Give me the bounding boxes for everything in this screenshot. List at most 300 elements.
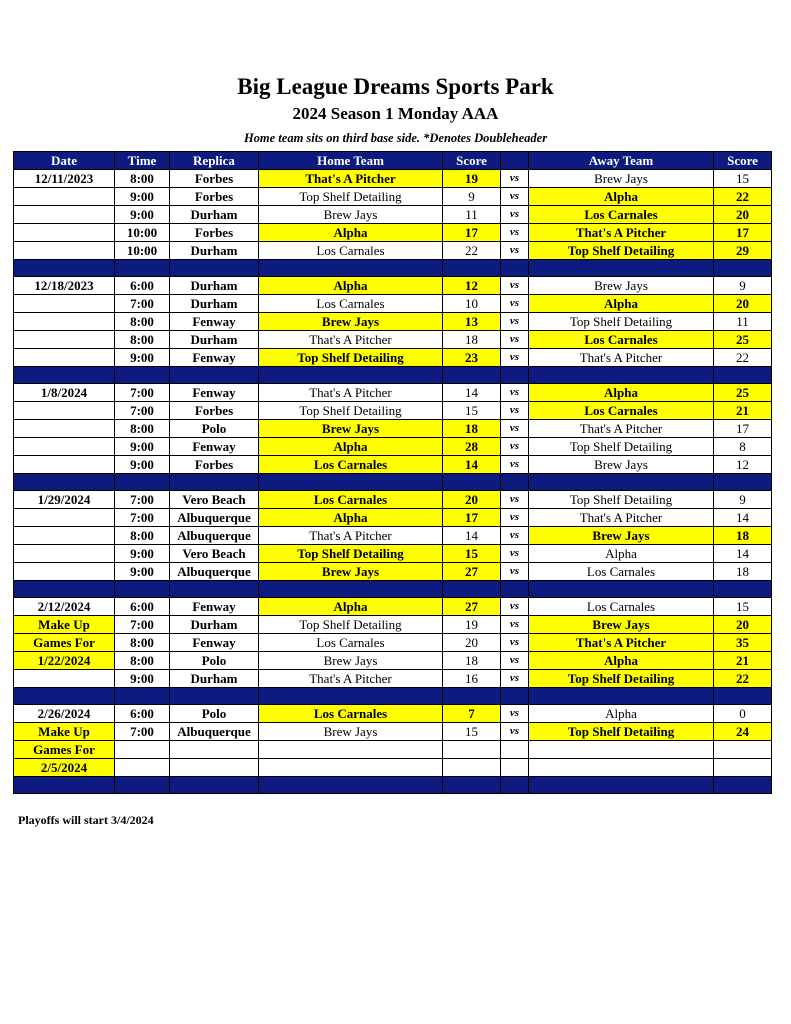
- game-row: [14, 331, 772, 349]
- block-separator: [14, 688, 772, 705]
- time-cell: [115, 741, 170, 759]
- away-team-cell: Brew Jays: [529, 277, 714, 295]
- home-team-cell: That's A Pitcher: [259, 331, 443, 349]
- replica-cell: [170, 741, 259, 759]
- home-score-cell: 20: [443, 634, 501, 652]
- vs-cell: vs: [501, 313, 529, 331]
- time-cell: 6:00: [115, 705, 170, 723]
- home-score-cell: 10: [443, 295, 501, 313]
- separator-cell: [443, 367, 501, 384]
- away-score-cell: 20: [714, 206, 772, 224]
- replica-cell: Durham: [170, 206, 259, 224]
- time-cell: 9:00: [115, 349, 170, 367]
- game-row: [14, 313, 772, 331]
- vs-cell: vs: [501, 188, 529, 206]
- separator-cell: [115, 777, 170, 794]
- home-team-cell: Brew Jays: [259, 420, 443, 438]
- date-cell: 1/22/2024: [14, 652, 115, 670]
- game-row: [14, 242, 772, 260]
- date-cell: [14, 438, 115, 456]
- time-cell: 7:00: [115, 384, 170, 402]
- time-cell: 6:00: [115, 598, 170, 616]
- vs-cell: vs: [501, 723, 529, 741]
- separator-cell: [529, 474, 714, 491]
- away-score-cell: 8: [714, 438, 772, 456]
- away-score-cell: [714, 741, 772, 759]
- time-cell: 7:00: [115, 509, 170, 527]
- home-team-cell: That's A Pitcher: [259, 670, 443, 688]
- away-team-cell: Los Carnales: [529, 402, 714, 420]
- game-row: [14, 206, 772, 224]
- home-score-cell: 13: [443, 313, 501, 331]
- replica-cell: Polo: [170, 420, 259, 438]
- replica-cell: Fenway: [170, 384, 259, 402]
- away-score-cell: 15: [714, 598, 772, 616]
- replica-cell: Vero Beach: [170, 491, 259, 509]
- away-team-cell: Top Shelf Detailing: [529, 723, 714, 741]
- away-score-cell: 0: [714, 705, 772, 723]
- separator-cell: [115, 474, 170, 491]
- schedule-note: Home team sits on third base side. *Denotes Doubleheader: [243, 131, 548, 145]
- game-row: [14, 670, 772, 688]
- home-score-cell: 17: [443, 509, 501, 527]
- game-row: [14, 527, 772, 545]
- playoffs-note: Playoffs will start 3/4/2024: [18, 813, 154, 827]
- col-header-date: Date: [14, 152, 115, 170]
- time-cell: [115, 759, 170, 777]
- time-cell: 7:00: [115, 723, 170, 741]
- home-score-cell: 28: [443, 438, 501, 456]
- home-team-cell: Los Carnales: [259, 456, 443, 474]
- separator-cell: [714, 474, 772, 491]
- away-team-cell: Brew Jays: [529, 170, 714, 188]
- time-cell: 8:00: [115, 313, 170, 331]
- time-cell: 7:00: [115, 616, 170, 634]
- home-score-cell: 14: [443, 384, 501, 402]
- separator-cell: [115, 581, 170, 598]
- home-score-cell: [443, 759, 501, 777]
- home-score-cell: 23: [443, 349, 501, 367]
- away-score-cell: 25: [714, 331, 772, 349]
- home-score-cell: 22: [443, 242, 501, 260]
- game-row: [14, 438, 772, 456]
- away-team-cell: That's A Pitcher: [529, 509, 714, 527]
- away-score-cell: 21: [714, 402, 772, 420]
- separator-cell: [259, 777, 443, 794]
- vs-cell: vs: [501, 652, 529, 670]
- separator-cell: [714, 688, 772, 705]
- home-score-cell: 27: [443, 563, 501, 581]
- time-cell: 9:00: [115, 438, 170, 456]
- away-team-cell: That's A Pitcher: [529, 634, 714, 652]
- header-row: [14, 152, 772, 170]
- home-team-cell: Top Shelf Detailing: [259, 402, 443, 420]
- separator-cell: [14, 777, 115, 794]
- date-cell: [14, 509, 115, 527]
- date-cell: 1/8/2024: [14, 384, 115, 402]
- date-cell: 2/5/2024: [14, 759, 115, 777]
- away-score-cell: 18: [714, 563, 772, 581]
- separator-cell: [259, 581, 443, 598]
- date-cell: 2/26/2024: [14, 705, 115, 723]
- vs-cell: vs: [501, 670, 529, 688]
- home-team-cell: Alpha: [259, 224, 443, 242]
- away-team-cell: Brew Jays: [529, 616, 714, 634]
- vs-cell: [501, 741, 529, 759]
- home-team-cell: Alpha: [259, 598, 443, 616]
- date-cell: 12/18/2023: [14, 277, 115, 295]
- time-cell: 9:00: [115, 563, 170, 581]
- vs-cell: vs: [501, 402, 529, 420]
- game-row: [14, 170, 772, 188]
- replica-cell: [170, 759, 259, 777]
- schedule-table: [13, 151, 772, 794]
- date-cell: 12/11/2023: [14, 170, 115, 188]
- home-team-cell: Alpha: [259, 509, 443, 527]
- away-team-cell: That's A Pitcher: [529, 420, 714, 438]
- away-score-cell: 14: [714, 509, 772, 527]
- date-cell: Make Up: [14, 723, 115, 741]
- schedule-body: [14, 170, 772, 794]
- home-team-cell: [259, 759, 443, 777]
- date-cell: [14, 402, 115, 420]
- home-team-cell: Alpha: [259, 438, 443, 456]
- home-score-cell: [443, 741, 501, 759]
- replica-cell: Albuquerque: [170, 509, 259, 527]
- block-separator: [14, 581, 772, 598]
- col-header-time: Time: [115, 152, 170, 170]
- replica-cell: Forbes: [170, 224, 259, 242]
- away-score-cell: [714, 759, 772, 777]
- separator-cell: [115, 260, 170, 277]
- away-score-cell: 17: [714, 420, 772, 438]
- away-score-cell: 15: [714, 170, 772, 188]
- game-row: [14, 420, 772, 438]
- date-cell: [14, 206, 115, 224]
- vs-cell: vs: [501, 170, 529, 188]
- replica-cell: Vero Beach: [170, 545, 259, 563]
- home-score-cell: 15: [443, 402, 501, 420]
- separator-cell: [443, 688, 501, 705]
- home-score-cell: 9: [443, 188, 501, 206]
- time-cell: 7:00: [115, 295, 170, 313]
- away-score-cell: 9: [714, 277, 772, 295]
- date-cell: 2/12/2024: [14, 598, 115, 616]
- time-cell: 9:00: [115, 545, 170, 563]
- separator-cell: [443, 777, 501, 794]
- block-separator: [14, 260, 772, 277]
- season-subtitle: 2024 Season 1 Monday AAA: [292, 104, 499, 123]
- vs-cell: vs: [501, 224, 529, 242]
- home-team-cell: Alpha: [259, 277, 443, 295]
- home-score-cell: 18: [443, 331, 501, 349]
- away-team-cell: Brew Jays: [529, 527, 714, 545]
- col-header-home-score: Score: [443, 152, 501, 170]
- home-score-cell: 17: [443, 224, 501, 242]
- game-row: [14, 723, 772, 741]
- date-cell: [14, 527, 115, 545]
- away-score-cell: 17: [714, 224, 772, 242]
- date-cell: Games For: [14, 741, 115, 759]
- away-score-cell: 20: [714, 295, 772, 313]
- separator-cell: [529, 367, 714, 384]
- replica-cell: Albuquerque: [170, 723, 259, 741]
- replica-cell: Durham: [170, 616, 259, 634]
- away-score-cell: 11: [714, 313, 772, 331]
- away-team-cell: Los Carnales: [529, 206, 714, 224]
- vs-cell: vs: [501, 616, 529, 634]
- separator-cell: [501, 581, 529, 598]
- col-header-away-team: Away Team: [529, 152, 714, 170]
- time-cell: 9:00: [115, 188, 170, 206]
- home-score-cell: 12: [443, 277, 501, 295]
- game-row: [14, 652, 772, 670]
- away-team-cell: Top Shelf Detailing: [529, 313, 714, 331]
- home-team-cell: That's A Pitcher: [259, 384, 443, 402]
- home-score-cell: 15: [443, 723, 501, 741]
- replica-cell: Fenway: [170, 634, 259, 652]
- vs-cell: vs: [501, 206, 529, 224]
- replica-cell: Fenway: [170, 349, 259, 367]
- home-score-cell: 20: [443, 491, 501, 509]
- home-team-cell: Top Shelf Detailing: [259, 349, 443, 367]
- away-team-cell: Alpha: [529, 705, 714, 723]
- replica-cell: Fenway: [170, 313, 259, 331]
- date-cell: [14, 563, 115, 581]
- date-cell: [14, 331, 115, 349]
- separator-cell: [714, 367, 772, 384]
- separator-cell: [170, 688, 259, 705]
- date-cell: [14, 349, 115, 367]
- away-team-cell: Alpha: [529, 652, 714, 670]
- col-header-home-team: Home Team: [259, 152, 443, 170]
- separator-cell: [529, 260, 714, 277]
- away-score-cell: 35: [714, 634, 772, 652]
- away-team-cell: Brew Jays: [529, 456, 714, 474]
- vs-cell: vs: [501, 456, 529, 474]
- home-team-cell: Los Carnales: [259, 295, 443, 313]
- home-score-cell: 18: [443, 420, 501, 438]
- separator-cell: [443, 260, 501, 277]
- date-cell: [14, 188, 115, 206]
- separator-cell: [14, 367, 115, 384]
- game-row: [14, 491, 772, 509]
- vs-cell: vs: [501, 349, 529, 367]
- away-team-cell: Top Shelf Detailing: [529, 438, 714, 456]
- vs-cell: vs: [501, 295, 529, 313]
- vs-cell: vs: [501, 331, 529, 349]
- home-team-cell: Brew Jays: [259, 652, 443, 670]
- home-team-cell: Brew Jays: [259, 313, 443, 331]
- replica-cell: Albuquerque: [170, 563, 259, 581]
- home-score-cell: 11: [443, 206, 501, 224]
- home-team-cell: [259, 741, 443, 759]
- separator-cell: [714, 260, 772, 277]
- separator-cell: [259, 367, 443, 384]
- away-score-cell: 14: [714, 545, 772, 563]
- col-header-away-score: Score: [714, 152, 772, 170]
- away-score-cell: 22: [714, 349, 772, 367]
- away-team-cell: Alpha: [529, 188, 714, 206]
- time-cell: 8:00: [115, 527, 170, 545]
- date-cell: [14, 670, 115, 688]
- replica-cell: Durham: [170, 331, 259, 349]
- home-score-cell: 14: [443, 527, 501, 545]
- away-team-cell: Top Shelf Detailing: [529, 491, 714, 509]
- home-team-cell: Top Shelf Detailing: [259, 188, 443, 206]
- time-cell: 8:00: [115, 170, 170, 188]
- game-row: [14, 616, 772, 634]
- home-score-cell: 27: [443, 598, 501, 616]
- block-separator: [14, 474, 772, 491]
- col-header-replica: Replica: [170, 152, 259, 170]
- replica-cell: Fenway: [170, 598, 259, 616]
- away-team-cell: Alpha: [529, 545, 714, 563]
- away-score-cell: 20: [714, 616, 772, 634]
- away-team-cell: Alpha: [529, 295, 714, 313]
- replica-cell: Albuquerque: [170, 527, 259, 545]
- separator-cell: [14, 581, 115, 598]
- game-row: [14, 509, 772, 527]
- game-row: [14, 224, 772, 242]
- game-row: [14, 402, 772, 420]
- home-team-cell: Los Carnales: [259, 634, 443, 652]
- away-score-cell: 18: [714, 527, 772, 545]
- separator-cell: [115, 688, 170, 705]
- vs-cell: vs: [501, 563, 529, 581]
- separator-cell: [14, 260, 115, 277]
- away-score-cell: 29: [714, 242, 772, 260]
- time-cell: 8:00: [115, 652, 170, 670]
- home-team-cell: That's A Pitcher: [259, 170, 443, 188]
- home-team-cell: Top Shelf Detailing: [259, 616, 443, 634]
- away-team-cell: Alpha: [529, 384, 714, 402]
- vs-cell: vs: [501, 598, 529, 616]
- replica-cell: Durham: [170, 670, 259, 688]
- page-title: Big League Dreams Sports Park: [237, 74, 554, 99]
- home-team-cell: Brew Jays: [259, 723, 443, 741]
- vs-cell: vs: [501, 509, 529, 527]
- game-row: [14, 705, 772, 723]
- home-score-cell: 7: [443, 705, 501, 723]
- date-cell: 1/29/2024: [14, 491, 115, 509]
- separator-cell: [170, 260, 259, 277]
- separator-cell: [443, 474, 501, 491]
- away-score-cell: 22: [714, 188, 772, 206]
- date-cell: [14, 313, 115, 331]
- away-score-cell: 12: [714, 456, 772, 474]
- home-score-cell: 19: [443, 170, 501, 188]
- home-score-cell: 14: [443, 456, 501, 474]
- separator-cell: [529, 581, 714, 598]
- away-score-cell: 24: [714, 723, 772, 741]
- vs-cell: vs: [501, 491, 529, 509]
- separator-cell: [443, 581, 501, 598]
- col-header-vs: [501, 152, 529, 170]
- away-team-cell: Top Shelf Detailing: [529, 242, 714, 260]
- separator-cell: [259, 688, 443, 705]
- vs-cell: vs: [501, 545, 529, 563]
- replica-cell: Forbes: [170, 456, 259, 474]
- game-row: [14, 277, 772, 295]
- separator-cell: [501, 367, 529, 384]
- game-row: [14, 563, 772, 581]
- separator-cell: [170, 474, 259, 491]
- game-row: [14, 634, 772, 652]
- separator-cell: [170, 777, 259, 794]
- replica-cell: Durham: [170, 277, 259, 295]
- away-team-cell: Los Carnales: [529, 563, 714, 581]
- away-team-cell: Los Carnales: [529, 331, 714, 349]
- home-score-cell: 16: [443, 670, 501, 688]
- vs-cell: vs: [501, 277, 529, 295]
- vs-cell: vs: [501, 420, 529, 438]
- vs-cell: vs: [501, 527, 529, 545]
- home-score-cell: 15: [443, 545, 501, 563]
- time-cell: 8:00: [115, 634, 170, 652]
- date-cell: [14, 242, 115, 260]
- away-score-cell: 21: [714, 652, 772, 670]
- date-cell: [14, 545, 115, 563]
- away-score-cell: 22: [714, 670, 772, 688]
- away-team-cell: Top Shelf Detailing: [529, 670, 714, 688]
- separator-cell: [714, 777, 772, 794]
- replica-cell: Forbes: [170, 170, 259, 188]
- replica-cell: Durham: [170, 242, 259, 260]
- home-team-cell: Top Shelf Detailing: [259, 545, 443, 563]
- vs-cell: [501, 759, 529, 777]
- replica-cell: Polo: [170, 705, 259, 723]
- date-cell: [14, 295, 115, 313]
- home-team-cell: Brew Jays: [259, 563, 443, 581]
- game-row: [14, 741, 772, 759]
- away-score-cell: 25: [714, 384, 772, 402]
- time-cell: 7:00: [115, 402, 170, 420]
- time-cell: 8:00: [115, 420, 170, 438]
- home-team-cell: Los Carnales: [259, 705, 443, 723]
- time-cell: 10:00: [115, 242, 170, 260]
- home-score-cell: 18: [443, 652, 501, 670]
- replica-cell: Forbes: [170, 188, 259, 206]
- time-cell: 9:00: [115, 670, 170, 688]
- home-team-cell: Los Carnales: [259, 242, 443, 260]
- away-team-cell: Los Carnales: [529, 598, 714, 616]
- home-team-cell: Los Carnales: [259, 491, 443, 509]
- separator-cell: [501, 688, 529, 705]
- game-row: [14, 598, 772, 616]
- vs-cell: vs: [501, 438, 529, 456]
- game-row: [14, 545, 772, 563]
- separator-cell: [501, 777, 529, 794]
- away-team-cell: That's A Pitcher: [529, 224, 714, 242]
- game-row: [14, 188, 772, 206]
- vs-cell: vs: [501, 384, 529, 402]
- time-cell: 7:00: [115, 491, 170, 509]
- home-team-cell: Brew Jays: [259, 206, 443, 224]
- time-cell: 10:00: [115, 224, 170, 242]
- away-score-cell: 9: [714, 491, 772, 509]
- replica-cell: Durham: [170, 295, 259, 313]
- date-cell: Games For: [14, 634, 115, 652]
- game-row: [14, 349, 772, 367]
- separator-cell: [501, 260, 529, 277]
- away-team-cell: [529, 741, 714, 759]
- replica-cell: Fenway: [170, 438, 259, 456]
- away-team-cell: [529, 759, 714, 777]
- block-separator: [14, 777, 772, 794]
- date-cell: [14, 456, 115, 474]
- game-row: [14, 456, 772, 474]
